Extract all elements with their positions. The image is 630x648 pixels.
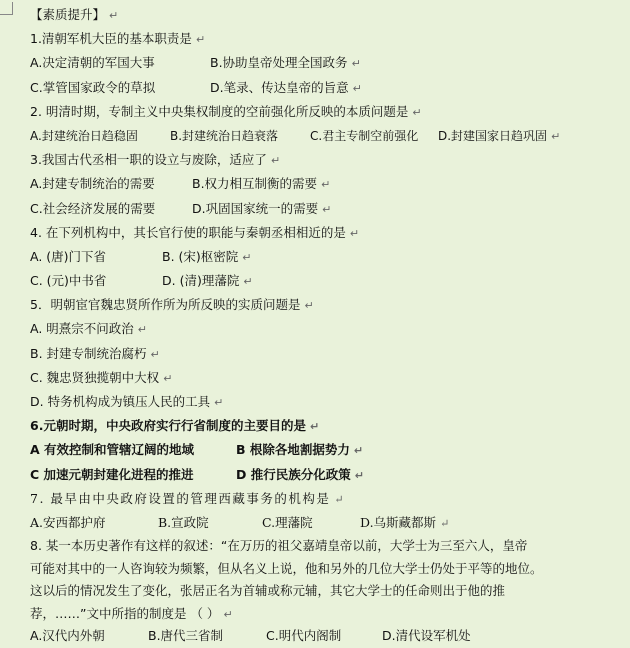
question-1-options-ab xyxy=(30,51,620,75)
option-b: B.协助皇帝处理全国政务 xyxy=(210,55,348,71)
option-c: C 加速元朝封建化进程的推进 xyxy=(30,466,194,482)
paragraph-mark-icon: ↵ xyxy=(354,468,364,482)
option-c: C.明代内阁制 xyxy=(266,628,342,644)
option-d: D. (清)理藩院 xyxy=(162,273,240,289)
question-5-option-a: A. 明熹宗不问政治 ↵ xyxy=(30,321,147,337)
question-6-options-cd xyxy=(30,463,620,487)
option-d: D.封建国家日趋巩固 xyxy=(438,128,548,143)
option-a: A.封建统治日趋稳固 xyxy=(30,128,138,143)
option-c: C.掌管国家政令的草拟 xyxy=(30,79,156,95)
section-header xyxy=(30,3,620,27)
paragraph-mark-icon: ↵ xyxy=(243,275,253,289)
question-8-line-1: 8. 某一本历史著作有这样的叙述：“在万历的祖父嘉靖皇帝以前，大学士为三至六人，皇帝 xyxy=(30,538,528,554)
option-d: D.巩固国家统一的需要 xyxy=(192,200,319,216)
option-b: B.权力相互制衡的需要 xyxy=(192,176,318,192)
paragraph-mark-icon: ↵ xyxy=(163,371,173,385)
question-8-line-4: 荐，……”文中所指的制度是 （ ） ↵ xyxy=(30,605,233,621)
paragraph-mark-icon: ↵ xyxy=(150,347,160,361)
paragraph-mark-icon: ↵ xyxy=(334,492,346,506)
question-2-options xyxy=(30,124,620,148)
question-3-stem: 3.我国古代丞相一职的设立与废除，适应了 ↵ xyxy=(30,152,281,168)
paragraph-mark-icon: ↵ xyxy=(214,396,224,409)
question-4-stem: 4. 在下列机构中，其长官行使的职能与秦朝丞相相近的是 ↵ xyxy=(30,224,360,240)
paragraph-mark-icon: ↵ xyxy=(270,154,281,168)
question-5-option-d: D. 特务机构成为镇压人民的工具 ↵ xyxy=(30,394,224,409)
option-d: D 推行民族分化政策 xyxy=(236,466,351,482)
question-7-options xyxy=(30,511,620,535)
paragraph-mark-icon: ↵ xyxy=(353,444,364,458)
paragraph-mark-icon: ↵ xyxy=(321,178,331,192)
question-3-options-ab xyxy=(30,172,620,196)
paragraph-mark-icon: ↵ xyxy=(412,105,422,119)
question-8-line-2: 可能对其中的一人咨询较为频繁，但从名义上说，他和另外的几位大学士仍处于平等的地位。 xyxy=(30,560,543,576)
paragraph-mark-icon: ↵ xyxy=(223,607,233,621)
option-b: B.宣政院 xyxy=(158,514,209,530)
option-a: A.决定清朝的军国大事 xyxy=(30,55,155,71)
option-d: D.笔录、传达皇帝的旨意 xyxy=(210,79,349,95)
paragraph-mark-icon: ↵ xyxy=(137,323,147,337)
question-5-option-b: B. 封建专制统治腐朽 ↵ xyxy=(30,345,160,361)
question-4-options-ab xyxy=(30,245,620,269)
paragraph-mark-icon: ↵ xyxy=(322,202,332,216)
paragraph-mark-icon: ↵ xyxy=(349,226,360,240)
option-a: A.汉代内外朝 xyxy=(30,628,105,644)
option-b: B.唐代三省制 xyxy=(148,628,224,644)
question-2-stem: 2. 明清时期，专制主义中央集权制度的空前强化所反映的本质问题是 ↵ xyxy=(30,103,422,119)
question-5-stem: 5．明朝宦官魏忠贤所作所为所反映的实质问题是 ↵ xyxy=(30,297,314,313)
option-c: C.君主专制空前强化 xyxy=(310,128,419,143)
option-d: D.清代设军机处 xyxy=(382,628,471,644)
question-5-option-c: C. 魏忠贤独揽朝中大权 ↵ xyxy=(30,369,173,385)
paragraph-mark-icon: ↵ xyxy=(551,129,561,143)
paragraph-mark-icon: ↵ xyxy=(440,516,450,530)
option-b: B 根除各地割据势力 xyxy=(236,442,350,458)
option-d: D.乌斯藏都斯 xyxy=(360,514,437,530)
question-1-stem: 1.清朝军机大臣的基本职责是 ↵ xyxy=(30,31,206,47)
paragraph-mark-icon: ↵ xyxy=(309,420,320,434)
option-c: C.理藩院 xyxy=(262,514,313,530)
paragraph-mark-icon: ↵ xyxy=(351,57,361,71)
option-c: C. (元)中书省 xyxy=(30,273,107,289)
option-b: B. (宋)枢密院 xyxy=(162,248,239,264)
paragraph-mark-icon: ↵ xyxy=(109,9,119,22)
paragraph-mark-icon: ↵ xyxy=(352,81,362,95)
question-6-stem: 6.元朝时期，中央政府实行行省制度的主要目的是 ↵ xyxy=(30,418,320,434)
option-a: A.安西都护府 xyxy=(30,514,106,530)
paragraph-mark-icon: ↵ xyxy=(195,33,206,47)
question-4-options-cd xyxy=(30,269,620,293)
question-8-line-3: 这以后的情况发生了变化，张居正名为首辅或称元辅，其它大学士的任命则出于他的推 xyxy=(30,583,506,599)
paragraph-mark-icon: ↵ xyxy=(304,299,314,313)
question-3-options-cd xyxy=(30,197,620,221)
header-text: 【素质提升】 xyxy=(30,7,106,22)
option-a: A. (唐)门下省 xyxy=(30,248,107,264)
question-6-options-ab xyxy=(30,438,620,462)
question-8-options xyxy=(30,625,620,648)
page-corner-mark xyxy=(0,2,13,15)
paragraph-mark-icon: ↵ xyxy=(242,250,252,264)
option-a: A 有效控制和管辖辽阔的地域 xyxy=(30,442,195,458)
option-c: C.社会经济发展的需要 xyxy=(30,200,156,216)
question-1-options-cd xyxy=(30,76,620,100)
question-7-stem: 7. 最早由中央政府设置的管理西藏事务的机构是 ↵ xyxy=(30,490,346,506)
option-a: A.封建专制统治的需要 xyxy=(30,176,155,192)
option-b: B.封建统治日趋衰落 xyxy=(170,128,279,143)
